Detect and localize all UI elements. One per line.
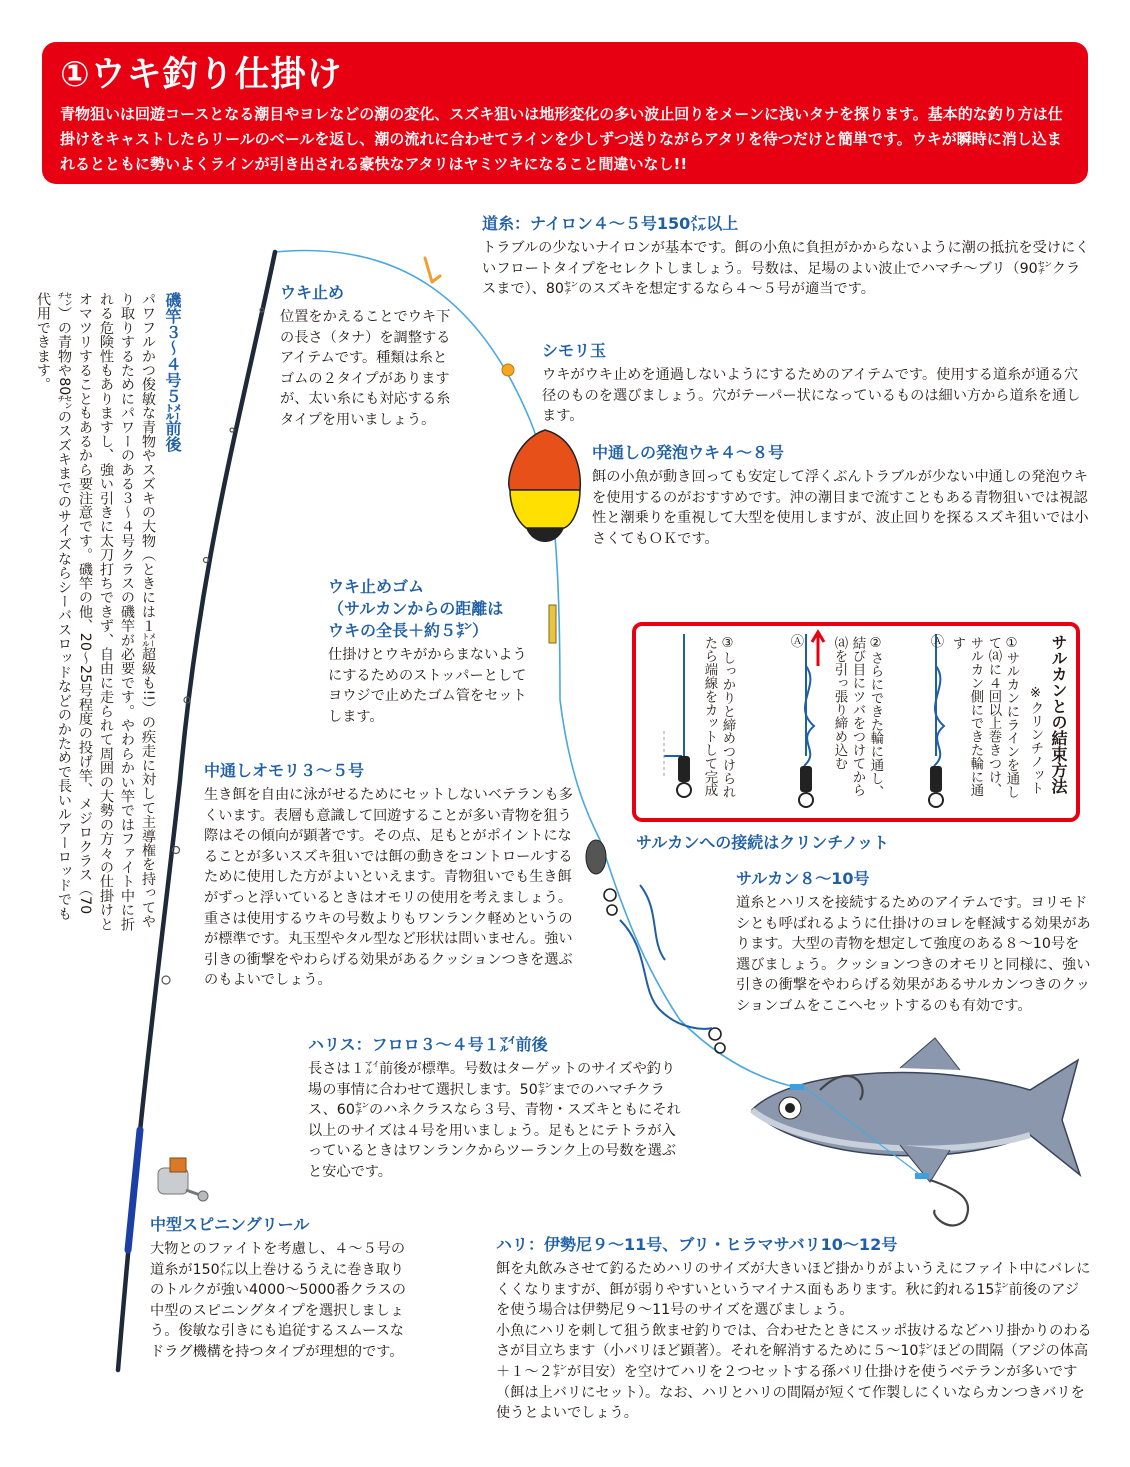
sarukan-block xyxy=(736,868,1092,1017)
michiito-block xyxy=(482,213,1090,300)
gomu-block xyxy=(328,576,532,727)
header-description: 青物狙いは回遊コースとなる潮目やヨレなどの潮の変化、スズキ狙いは地形変化の多い波止回りをメーンに浅いタナを探ります。基本的な釣り方は仕掛けをキャストしたらリールのベールを返し、潮の流れに合わせてラインを少しずつ送りながらアタリを待つだけと簡単です。ウキが瞬時に消し込まれるとともに勢いよくラインが引き出される豪快なアタリはヤミツキになること間違いなし!! xyxy=(60,105,1063,173)
hari-text-2: 小魚にハリを刺して狙う飲ませ釣りでは、合わせたときにスッポ抜けるなどハリ掛かりのわるさが目立ちます（小バリほど顕著）。それを解消するために５～10㌢ほどの間隔（アジの体高＋１～２㌢が目安）を空けてハリを２つセットする孫バリ仕掛けを使うベテランが多いです（餌は上バリにセット）。なお、ハリとハリの間隔が短くて作製しにくいならカンつきバリを使うとよいでしょう。 xyxy=(496,1322,1092,1422)
gomu-title-1: ウキ止めゴム xyxy=(328,577,425,596)
gomu-title-3: ウキの全長＋約５㌢） xyxy=(328,621,489,640)
cushion-rubber xyxy=(620,920,712,1029)
omori-text: 生き餌を自由に泳がせるためにセットしないベテランも多くいます。表層も意識して回遊することが多い青物を狙う際はその傾向が顕著です。その点、足もとがポイントになることが多いスズキ狙いでは餌の動きをコントロールするために使用した方がよいといえます。青物狙いでも生き餌がずっと浮いているときはオモリの使用を考えましょう。重さは使用するウキの号数よりもワンランク軽めというのが標準です。丸玉型やタル型など形状は問いません。強い引きの衝撃をやわらげる効果があるクッションつきを選ぶのもよいでしょう。 xyxy=(204,787,573,989)
knot-caption: サルカンへの接続はクリンチノット xyxy=(636,833,889,852)
uki-title: 中通しの発泡ウキ４～８号 xyxy=(592,443,785,462)
uki-block xyxy=(592,442,1090,549)
knot-step-3: ③しっかりと締めつけられたら端線をカットして完成 xyxy=(702,636,735,799)
reel-text: 大物とのファイトを考慮し、４～５号の道糸が150㍍以上巻けるうえに巻き取りのトルクが強い4000～5000番クラスの中型のスピニングタイプを選択しましょう。俊敏な引きにも追従するスムースなドラグ機構を持つタイプが理想的です。 xyxy=(150,1241,406,1360)
spinning-reel xyxy=(158,1158,208,1201)
harisu-block xyxy=(308,1034,684,1183)
harisu-text: 長さは１㍄前後が標準。号数はターゲットのサイズや釣り場の事情に合わせて選択します。50㌢までのハマチクラス、60㌢のハネクラスなら３号、青物・スズキともにそれ以上のサイズは４号を用いましょう。足もとにテトラが入っているときはワンランクからツーランク上の号数を選ぶと安心です。 xyxy=(308,1061,681,1180)
knot-step-2: ②さらにできた輪に通し、結び目にツバをつけてから⒜を引っ張り締め込む xyxy=(832,636,883,799)
hari-title: ハリ：伊勢尼９～11号、ブリ・ヒラマサバリ10～12号 xyxy=(496,1235,898,1254)
michiito-title: 道糸：ナイロン４～５号150㍍以上 xyxy=(482,214,739,233)
uki-text: 餌の小魚が動き回っても安定して浮くぶんトラブルが少ない中通しの発泡ウキを使用するのがおすすめです。沖の潮目まで流すこともある青物狙いでは視認性と潮乗りを重視して大型を使用しますが、波止回りを探るスズキ狙いでは小さくてもＯＫです。 xyxy=(592,469,1089,547)
ukidome-text: 位置をかえることでウキ下の長さ（タナ）を調整するアイテムです。種類は糸とゴムの２タイプがありますが、太い糸にも対応する糸タイプを用いましょう。 xyxy=(280,309,451,428)
omori-block xyxy=(204,760,576,991)
shimori-block xyxy=(542,340,1090,427)
knot-label-a-2: Ⓐ xyxy=(788,634,803,648)
michiito-text: トラブルの少ないナイロンが基本です。餌の小魚に負担がかからないように潮の抵抗を受けにくいフロートタイプをセレクトしましょう。号数は、足場のよい波止でハマチ～ブリ（90㌢クラスまで）、80㌢のスズキを想定するなら４～５号が適当です。 xyxy=(482,240,1090,298)
omori-title: 中通しオモリ３～５号 xyxy=(204,761,365,780)
rod-grip xyxy=(128,1130,140,1250)
sinker xyxy=(586,840,606,874)
sarukan-text: 道糸とハリスを接続するためのアイテムです。ヨリモドシとも呼ばれるように仕掛けのヨレを軽減する効果があります。大型の青物を想定して強度のある８～10号を選びましょう。クッションつきのオモリと同様に、強い引きの衝撃をやわらげる効果があるサルカンつきのクッションゴムをここへセットするのも有効です。 xyxy=(736,895,1091,1014)
gomu-title-2: （サルカンからの距離は xyxy=(328,599,504,618)
knot-title: サルカンとの結束方法 xyxy=(1049,634,1068,794)
harisu-title: ハリス：フロロ３～４号１㍄前後 xyxy=(308,1035,548,1054)
reel-block xyxy=(150,1214,414,1363)
shimori-bead xyxy=(502,364,514,376)
reel-title: 中型スピニングリール xyxy=(150,1215,310,1234)
page-title: ①ウキ釣り仕掛け xyxy=(60,55,343,95)
shimori-title: シモリ玉 xyxy=(542,341,607,360)
hari-text-1: 餌を丸飲みさせて釣るためハリのサイズが大きいほど掛かりがよいうえにファイト中にバレにくくなりますが、餌が弱りやすいというマイナス面もあります。秋に釣れる15㌢前後のアジを使う場合は伊勢尼９～11号のサイズを選びましょう。 xyxy=(496,1261,1091,1319)
ukidome-title: ウキ止め xyxy=(280,283,345,302)
sarukan-title: サルカン８～10号 xyxy=(736,869,870,888)
rod-text: パワフルかつ俊敏な青物やスズキの大物（ときには１㍍超級も!!）の疾走に対して主導権を持ってやり取りするためにパワーのある３～４号クラスの磯竿が必要です。やわらかい竿ではファイト中に折れる危険性もありますし、強い引きに太刀打ちできず、自由に走られて周囲の大勢の方々の仕掛けとオマツリすることもあるから要注意です。磯竿の他、20～25号程度の投げ竿、メジロクラス（70㌢）の青物や80㌢のスズキまでのサイズならシーバスロッドなどのかためで長いルアーロッドでも代用できます。 xyxy=(35,292,156,931)
ukidome-block xyxy=(280,282,460,431)
knot-step-1: ①サルカンにラインを通して⒜に４回以上巻きつけ、サルカン側にできた輪に通す xyxy=(950,636,1019,799)
knot-box xyxy=(632,622,1080,822)
rod-title: 磯竿３～４号５㍍前後 xyxy=(163,292,182,452)
fish-bait xyxy=(752,1038,1080,1182)
uki-stopper-knot xyxy=(425,258,440,282)
shimori-text: ウキがウキ止めを通過しないようにするためのアイテムです。使用する道糸が通る穴径のものを選びましょう。穴がテーパー状になっているものは細い方から道糸を通します。 xyxy=(542,367,1081,425)
hari-block xyxy=(496,1234,1092,1424)
gomu-text: 仕掛けとウキがからまないようにするためのストッパーとしてヨウジで止めたゴム管をセットします。 xyxy=(328,647,527,725)
knot-label-a-1: Ⓐ xyxy=(928,634,943,648)
rod-section xyxy=(32,292,183,932)
knot-note: ※クリンチノット xyxy=(1028,686,1043,795)
stopper-rubber xyxy=(549,605,556,643)
foam-float xyxy=(509,430,581,542)
